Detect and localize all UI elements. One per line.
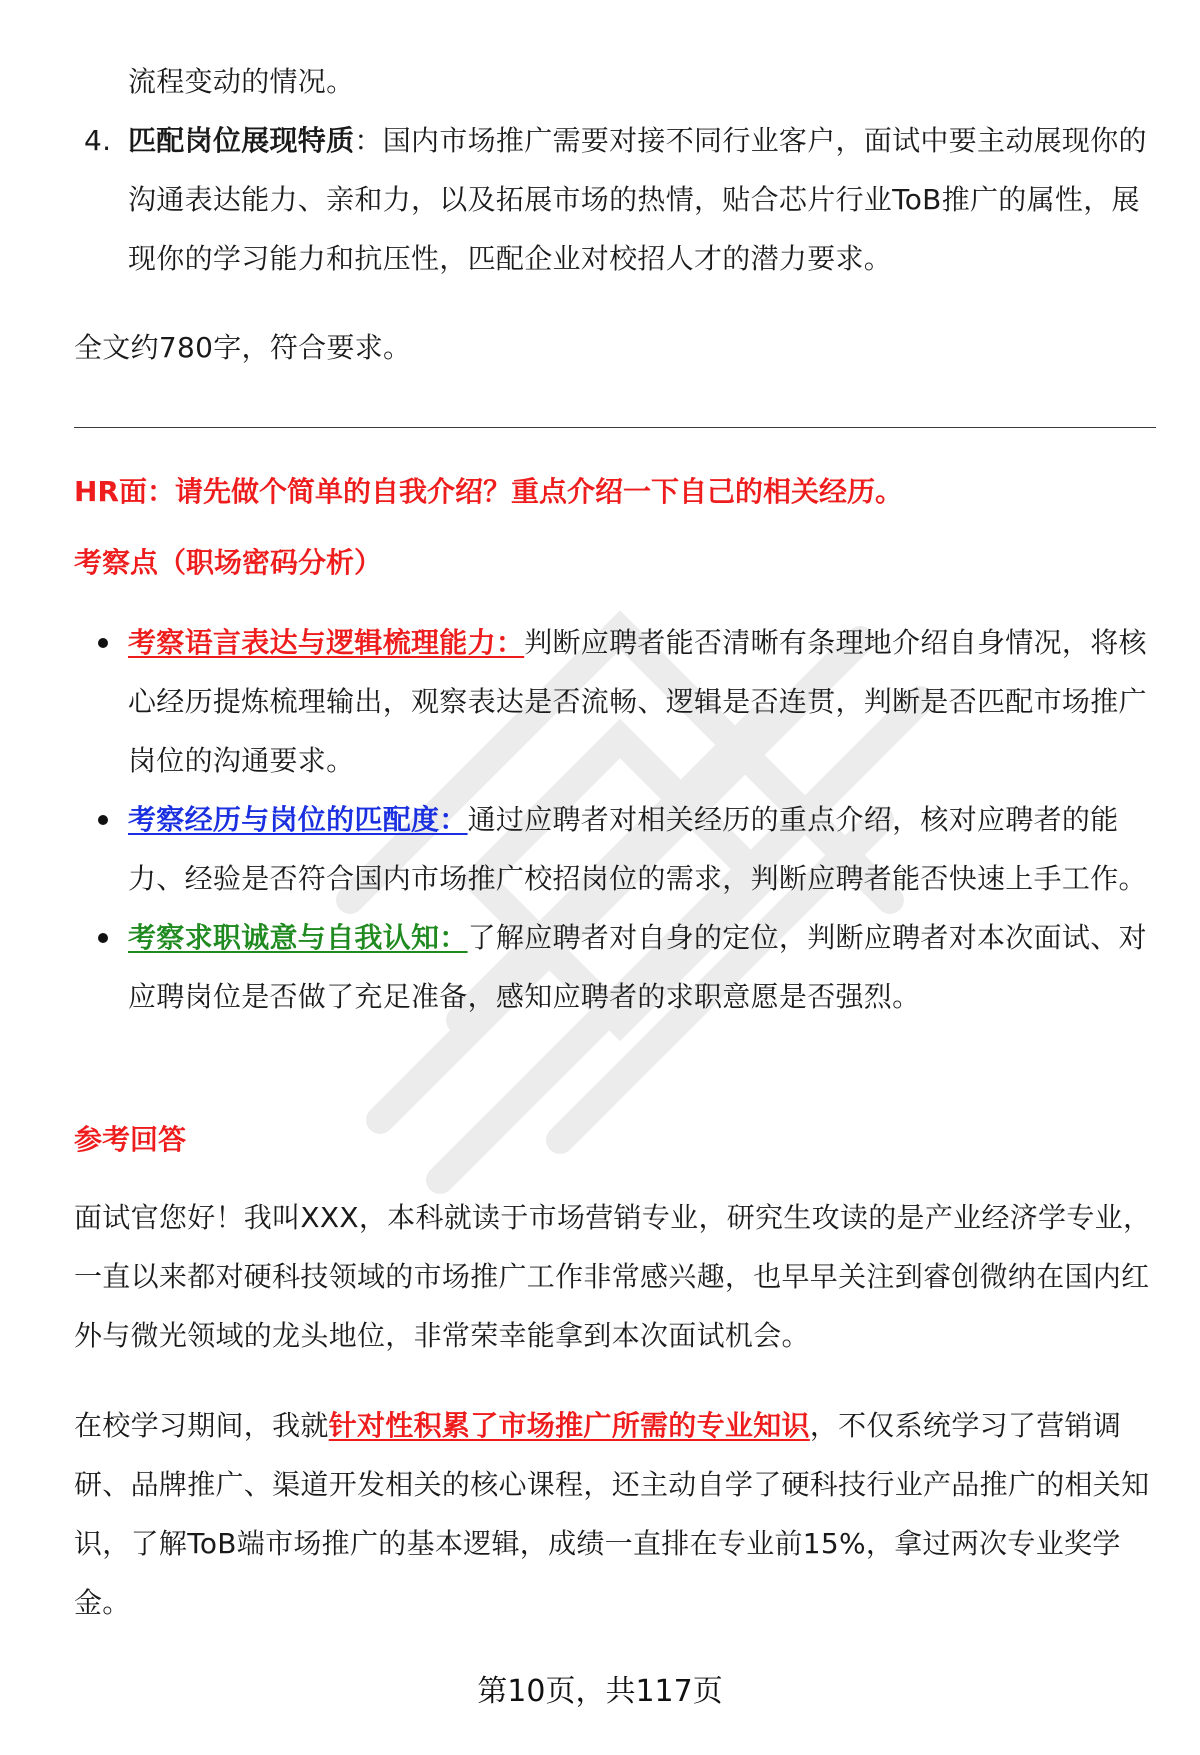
answer-paragraph-2-start: 在校学习期间，我就: [74, 1409, 329, 1442]
answer-paragraph-2: [74, 1396, 1156, 1632]
word-count-note: 全文约780字，符合要求。: [74, 331, 412, 364]
answer-paragraph-2-end: ，不仅系统学习了营销调研、品牌推广、渠道开发相关的核心课程，还主动自学了硬科技行业产品推广的相关知识，了解ToB端市场推广的基本逻辑，成绩一直排在专业前15%，拿过两次专业奖学金。: [74, 1409, 1150, 1619]
assessment-point-item: [74, 908, 1156, 1026]
bullet-dot-icon: [98, 815, 108, 825]
list-item-text: 国内市场推广需要对接不同行业客户，面试中要主动展现你的沟通表达能力、亲和力，以及拓展市场的热情，贴合芯片行业ToB推广的属性，展现你的学习能力和抗压性，匹配企业对校招人才的潜力要求。: [128, 124, 1147, 275]
assessment-points-list: [74, 613, 1156, 1026]
continuation-text: 流程变动的情况。: [128, 65, 355, 98]
assessment-point-text: 了解应聘者对自身的定位，判断应聘者对本次面试、对应聘岗位是否做了充足准备，感知应聘者的求职意愿是否强烈。: [128, 921, 1147, 1013]
list-item-content: [128, 111, 1156, 288]
reference-answer-heading: 参考回答: [74, 1123, 187, 1156]
bullet-dot-icon: [98, 933, 108, 943]
assessment-point-label: 考察求职诚意与自我认知：: [128, 921, 468, 954]
list-item-colon: ：: [354, 124, 383, 157]
assessment-points-heading: 考察点（职场密码分析）: [74, 546, 383, 579]
assessment-point-item: [74, 613, 1156, 790]
assessment-point-text: 判断应聘者能否清晰有条理地介绍自身情况，将核心经历提炼梳理输出，观察表达是否流畅、逻辑是否连贯，判断是否匹配市场推广岗位的沟通要求。: [128, 626, 1147, 777]
assessment-point-text: 通过应聘者对相关经历的重点介绍，核对应聘者的能力、经验是否符合国内市场推广校招岗位的需求，判断应聘者能否快速上手工作。: [128, 803, 1147, 895]
assessment-point-label: 考察经历与岗位的匹配度：: [128, 803, 468, 836]
numbered-list-item: [74, 111, 1156, 288]
bullet-dot-icon: [98, 638, 108, 648]
section-divider: [74, 427, 1156, 428]
list-item-title: 匹配岗位展现特质: [128, 124, 355, 157]
answer-paragraph-1: 面试官您好！我叫XXX，本科就读于市场营销专业，研究生攻读的是产业经济学专业，一直以来都对硬科技领域的市场推广工作非常感兴趣，也早早关注到睿创微纳在国内红外与微光领域的龙头地位，非常荣幸能拿到本次面试机会。: [74, 1201, 1152, 1352]
answer-paragraph-2-emphasis: 针对性积累了市场推广所需的专业知识: [328, 1409, 810, 1442]
assessment-point-label: 考察语言表达与逻辑梳理能力：: [128, 626, 525, 659]
list-number: 4.: [84, 124, 112, 157]
assessment-point-item: [74, 790, 1156, 908]
interview-question-heading: HR面：请先做个简单的自我介绍？重点介绍一下自己的相关经历。: [74, 475, 903, 508]
page-number-footer: 第10页，共117页: [477, 1674, 723, 1709]
